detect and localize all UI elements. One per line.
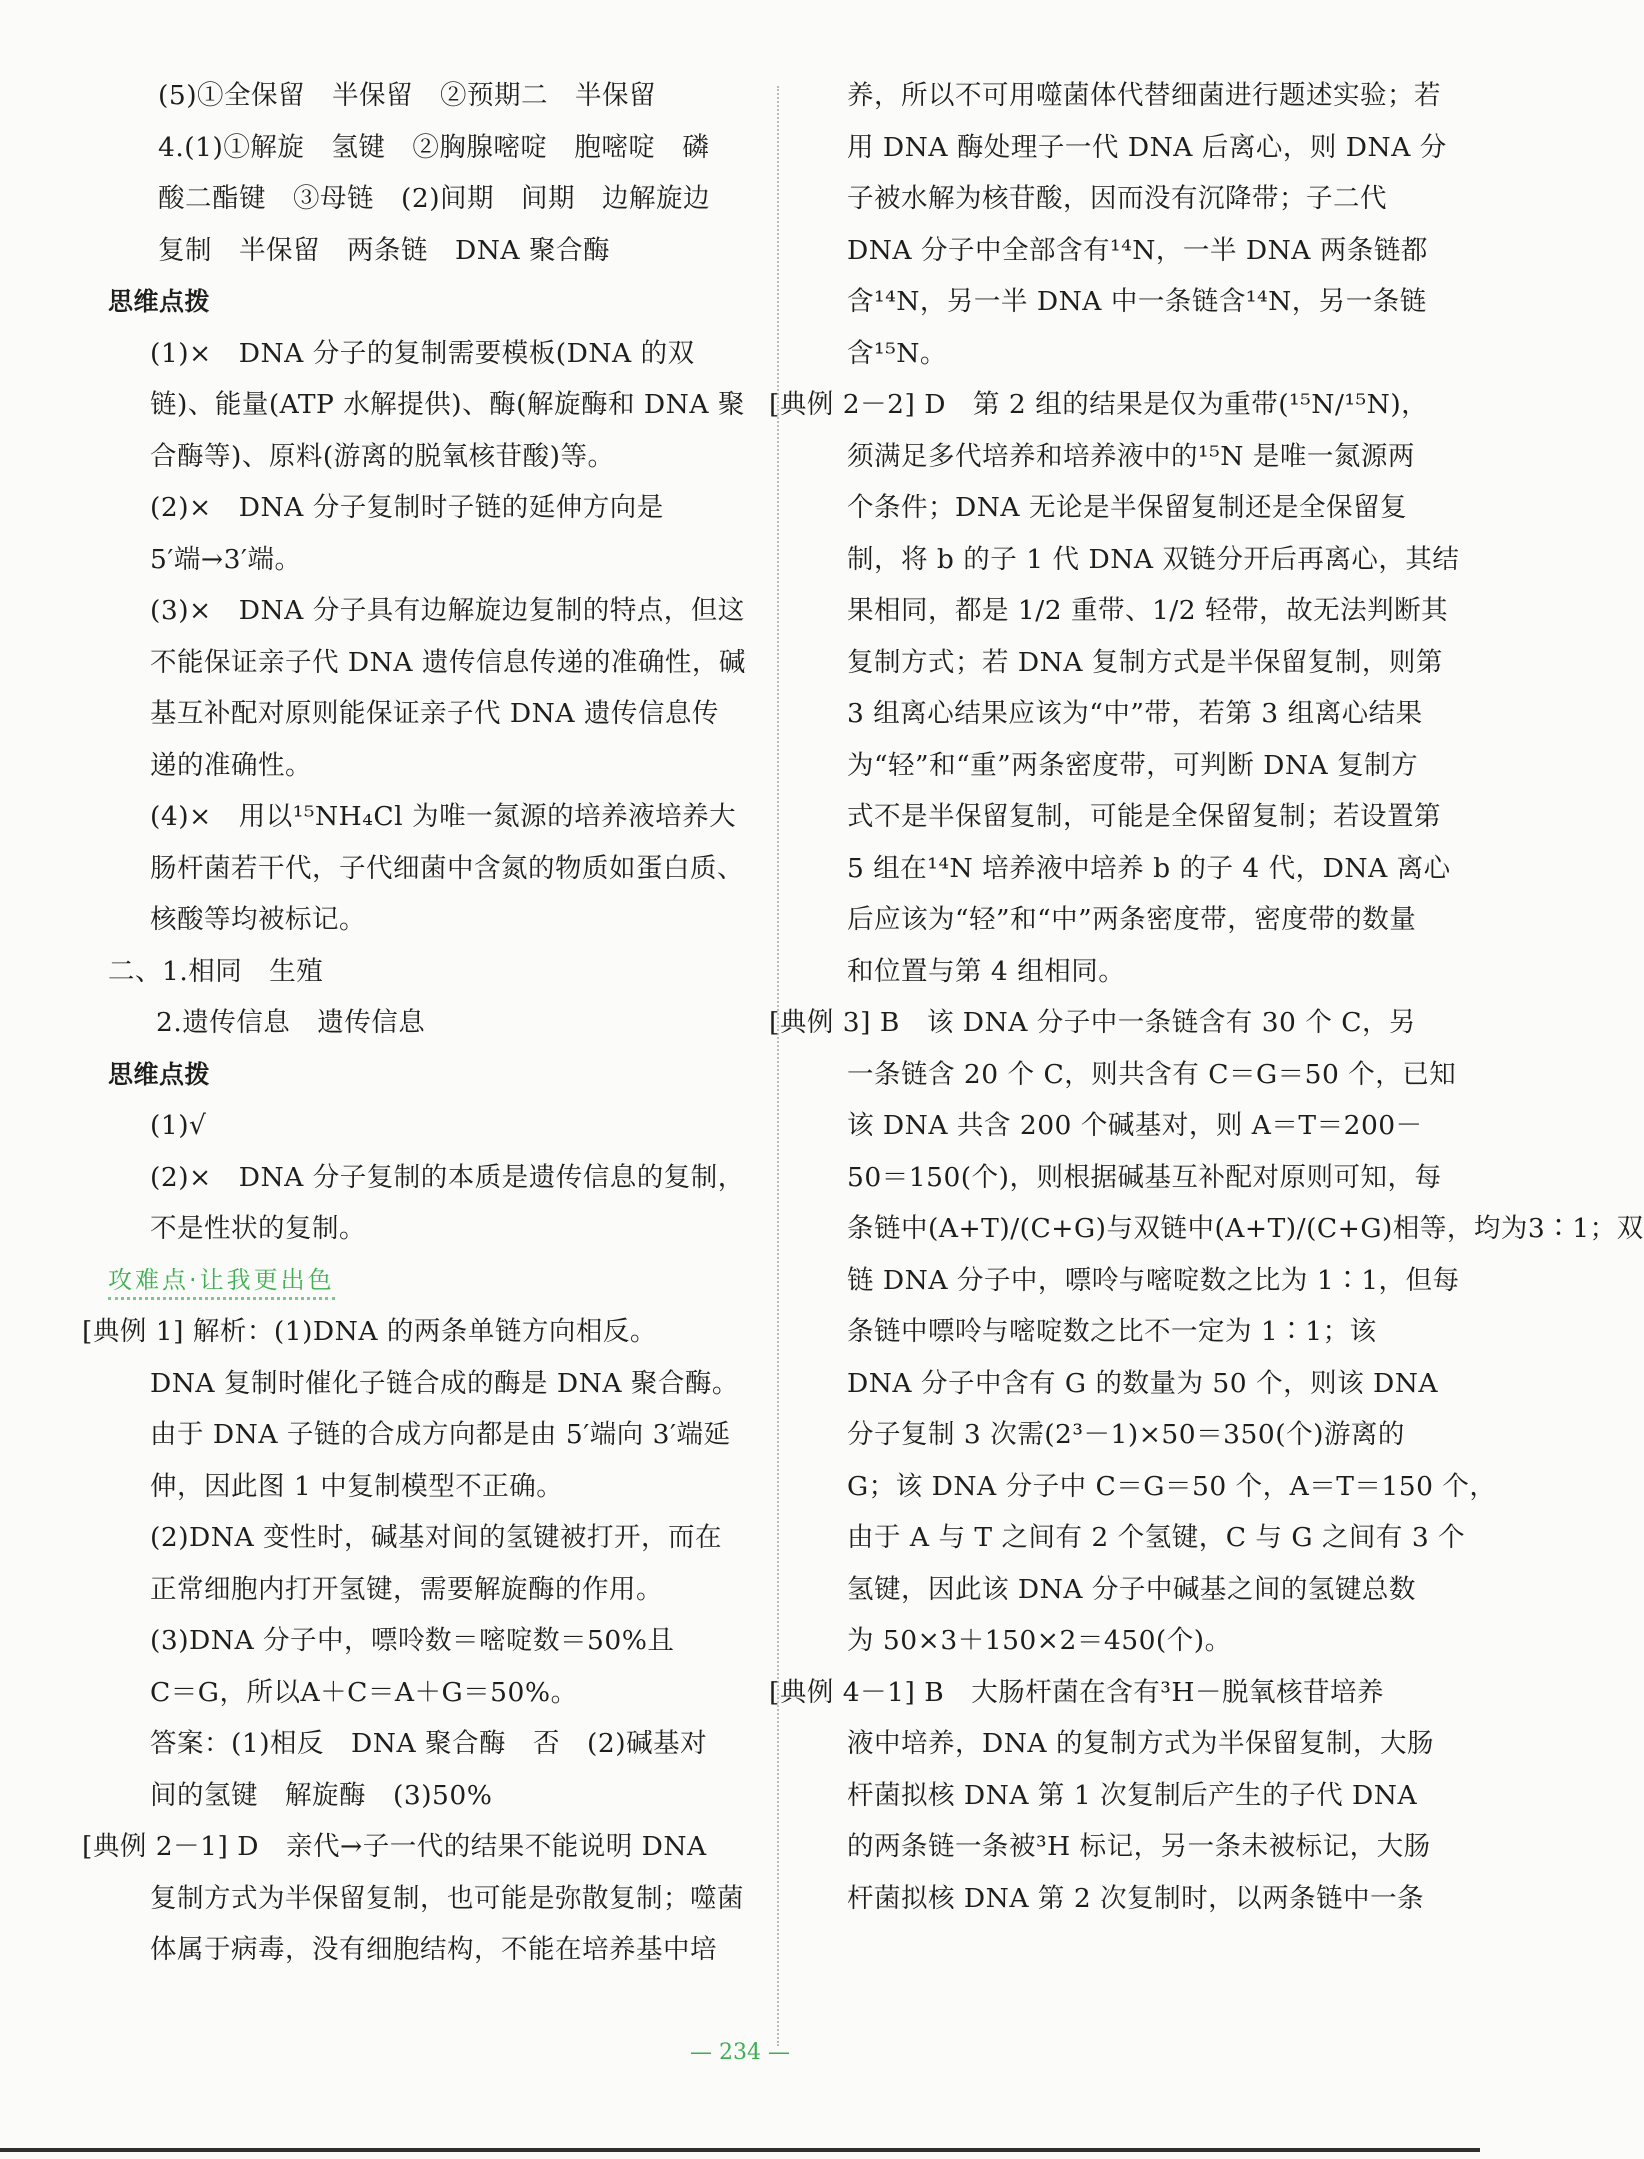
text-line: 伸，因此图 1 中复制模型不正确。 xyxy=(150,1470,564,1502)
text-line: 该 DNA 共含 200 个碱基对，则 A＝T＝200－ xyxy=(847,1110,1423,1141)
text-line: 间的氢键 解旋酶 (3)50% xyxy=(150,1779,493,1811)
text-line: 式不是半保留复制，可能是全保留复制；若设置第 xyxy=(847,801,1441,832)
right-column xyxy=(769,70,1644,1924)
text-line: 分子复制 3 次需(2³－1)×50＝350(个)游离的 xyxy=(847,1419,1405,1450)
text-line: 基互补配对原则能保证亲子代 DNA 遗传信息传 xyxy=(150,698,719,729)
text-line: 须满足多代培养和培养液中的¹⁵N 是唯一氮源两 xyxy=(847,440,1415,472)
text-line: DNA 分子中全部含有¹⁴N，一半 DNA 两条链都 xyxy=(847,234,1428,266)
text-line: DNA 分子中含有 G 的数量为 50 个，则该 DNA xyxy=(847,1367,1439,1399)
text-line: (2)× DNA 分子复制时子链的延伸方向是 xyxy=(150,492,664,523)
text-line: 3 组离心结果应该为“中”带，若第 3 组离心结果 xyxy=(847,698,1423,729)
text-line: 一条链含 20 个 C，则共含有 C＝G＝50 个，已知 xyxy=(847,1058,1457,1090)
text-line: 为“轻”和“重”两条密度带，可判断 DNA 复制方 xyxy=(847,749,1419,781)
section-banner-text: 攻难点·让我更出色 xyxy=(108,1263,335,1300)
text-line: 不能保证亲子代 DNA 遗传信息传递的准确性，碱 xyxy=(150,646,746,678)
text-line: 后应该为“轻”和“中”两条密度带，密度带的数量 xyxy=(847,904,1417,935)
example-heading-line: [典例 2－1] D 亲代→子一代的结果不能说明 DNA xyxy=(82,1831,707,1862)
text-line: 递的准确性。 xyxy=(150,749,312,781)
bottom-rule xyxy=(0,2148,1480,2152)
text-line: 制，将 b 的子 1 代 DNA 双链分开后再离心，其结 xyxy=(847,543,1460,575)
text-line: 复制方式；若 DNA 复制方式是半保留复制，则第 xyxy=(847,646,1443,678)
text-line: 体属于病毒，没有细胞结构，不能在培养基中培 xyxy=(150,1934,717,1965)
text-line: (3)× DNA 分子具有边解旋边复制的特点，但这 xyxy=(150,595,745,626)
text-line: 二、1.相同 生殖 xyxy=(108,955,324,987)
text-line: 由于 A 与 T 之间有 2 个氢键，C 与 G 之间有 3 个 xyxy=(847,1522,1466,1553)
text-line: 链 DNA 分子中，嘌呤与嘧啶数之比为 1∶1，但每 xyxy=(847,1264,1460,1296)
text-line: 酸二酯键 ③母链 (2)间期 间期 边解旋边 xyxy=(158,183,711,214)
text-line: (4)× 用以¹⁵NH₄Cl 为唯一氮源的培养液培养大 xyxy=(150,801,737,832)
text-line: 用 DNA 酶处理子一代 DNA 后离心，则 DNA 分 xyxy=(847,131,1447,163)
text-line: 和位置与第 4 组相同。 xyxy=(847,955,1126,987)
text-line: 含¹⁴N，另一半 DNA 中一条链含¹⁴N，另一条链 xyxy=(847,286,1427,317)
text-line: 答案：(1)相反 DNA 聚合酶 否 (2)碱基对 xyxy=(150,1728,708,1759)
text-line: (2)DNA 变性时，碱基对间的氢键被打开，而在 xyxy=(150,1522,723,1553)
text-line: 个条件；DNA 无论是半保留复制还是全保留复 xyxy=(847,492,1407,523)
text-line: 5 组在¹⁴N 培养液中培养 b 的子 4 代，DNA 离心 xyxy=(847,852,1451,884)
text-line: 2.遗传信息 遗传信息 xyxy=(156,1007,426,1038)
text-line: G；该 DNA 分子中 C＝G＝50 个，A＝T＝150 个， xyxy=(847,1470,1497,1502)
section-heading: 思维点拨 xyxy=(108,287,211,316)
text-line: 杆菌拟核 DNA 第 1 次复制后产生的子代 DNA xyxy=(847,1779,1418,1811)
page-number: — 234 — xyxy=(690,2040,790,2065)
text-line: 含¹⁵N。 xyxy=(847,337,947,369)
text-line: 养，所以不可用噬菌体代替细菌进行题述实验；若 xyxy=(847,80,1441,111)
text-line: (5)①全保留 半保留 ②预期二 半保留 xyxy=(158,80,657,111)
text-line: 条链中(A+T)/(C+G)与双链中(A+T)/(C+G)相等，均为3∶1；双 xyxy=(847,1213,1644,1244)
example-heading-line: [典例 1] 解析：(1)DNA 的两条单链方向相反。 xyxy=(82,1316,657,1347)
example-heading-line: [典例 2－2] D 第 2 组的结果是仅为重带(¹⁵N/¹⁵N)， xyxy=(769,389,1429,420)
text-line: C＝G，所以A＋C＝A＋G＝50%。 xyxy=(150,1676,578,1708)
text-line: 不是性状的复制。 xyxy=(150,1213,366,1244)
text-line: 杆菌拟核 DNA 第 2 次复制时，以两条链中一条 xyxy=(847,1882,1425,1914)
text-line: 复制 半保留 两条链 DNA 聚合酶 xyxy=(158,234,610,266)
text-line: 正常细胞内打开氢键，需要解旋酶的作用。 xyxy=(150,1573,663,1605)
text-line: 合酶等)、原料(游离的脱氧核苷酸)等。 xyxy=(150,440,615,472)
text-line: 由于 DNA 子链的合成方向都是由 5′端向 3′端延 xyxy=(150,1419,731,1450)
text-line: 子被水解为核苷酸，因而没有沉降带；子二代 xyxy=(847,183,1387,214)
text-line: 50＝150(个)，则根据碱基互补配对原则可知，每 xyxy=(847,1161,1442,1193)
text-line: (1)× DNA 分子的复制需要模板(DNA 的双 xyxy=(150,337,695,369)
text-line: 果相同，都是 1/2 重带、1/2 轻带，故无法判断其 xyxy=(847,595,1449,626)
text-line: 5′端→3′端。 xyxy=(150,543,302,575)
example-heading-line: [典例 4－1] B 大肠杆菌在含有³H－脱氧核苷培养 xyxy=(769,1676,1384,1708)
text-line: 为 50×3＋150×2＝450(个)。 xyxy=(847,1625,1232,1656)
text-line: 氢键，因此该 DNA 分子中碱基之间的氢键总数 xyxy=(847,1573,1416,1605)
text-line: 液中培养，DNA 的复制方式为半保留复制，大肠 xyxy=(847,1728,1434,1759)
text-line: (1)√ xyxy=(150,1110,207,1141)
text-line: (3)DNA 分子中，嘌呤数＝嘧啶数＝50%且 xyxy=(150,1625,675,1656)
text-line: 链)、能量(ATP 水解提供)、酶(解旋酶和 DNA 聚 xyxy=(150,389,745,420)
text-line: 核酸等均被标记。 xyxy=(150,904,366,935)
text-line: DNA 复制时催化子链合成的酶是 DNA 聚合酶。 xyxy=(150,1367,739,1399)
left-column xyxy=(82,70,758,1976)
text-line: 条链中嘌呤与嘧啶数之比不一定为 1∶1；该 xyxy=(847,1316,1377,1347)
text-line: 复制方式为半保留复制，也可能是弥散复制；噬菌 xyxy=(150,1882,744,1914)
section-banner xyxy=(108,1255,758,1307)
section-heading: 思维点拨 xyxy=(108,1059,211,1089)
text-line: 肠杆菌若干代，子代细菌中含氮的物质如蛋白质、 xyxy=(150,852,744,884)
text-line: 的两条链一条被³H 标记，另一条未被标记，大肠 xyxy=(847,1831,1431,1862)
text-line: 4.(1)①解旋 氢键 ②胸腺嘧啶 胞嘧啶 磷 xyxy=(158,131,710,163)
text-line: (2)× DNA 分子复制的本质是遗传信息的复制， xyxy=(150,1161,745,1193)
example-heading-line: [典例 3] B 该 DNA 分子中一条链含有 30 个 C，另 xyxy=(769,1007,1417,1038)
